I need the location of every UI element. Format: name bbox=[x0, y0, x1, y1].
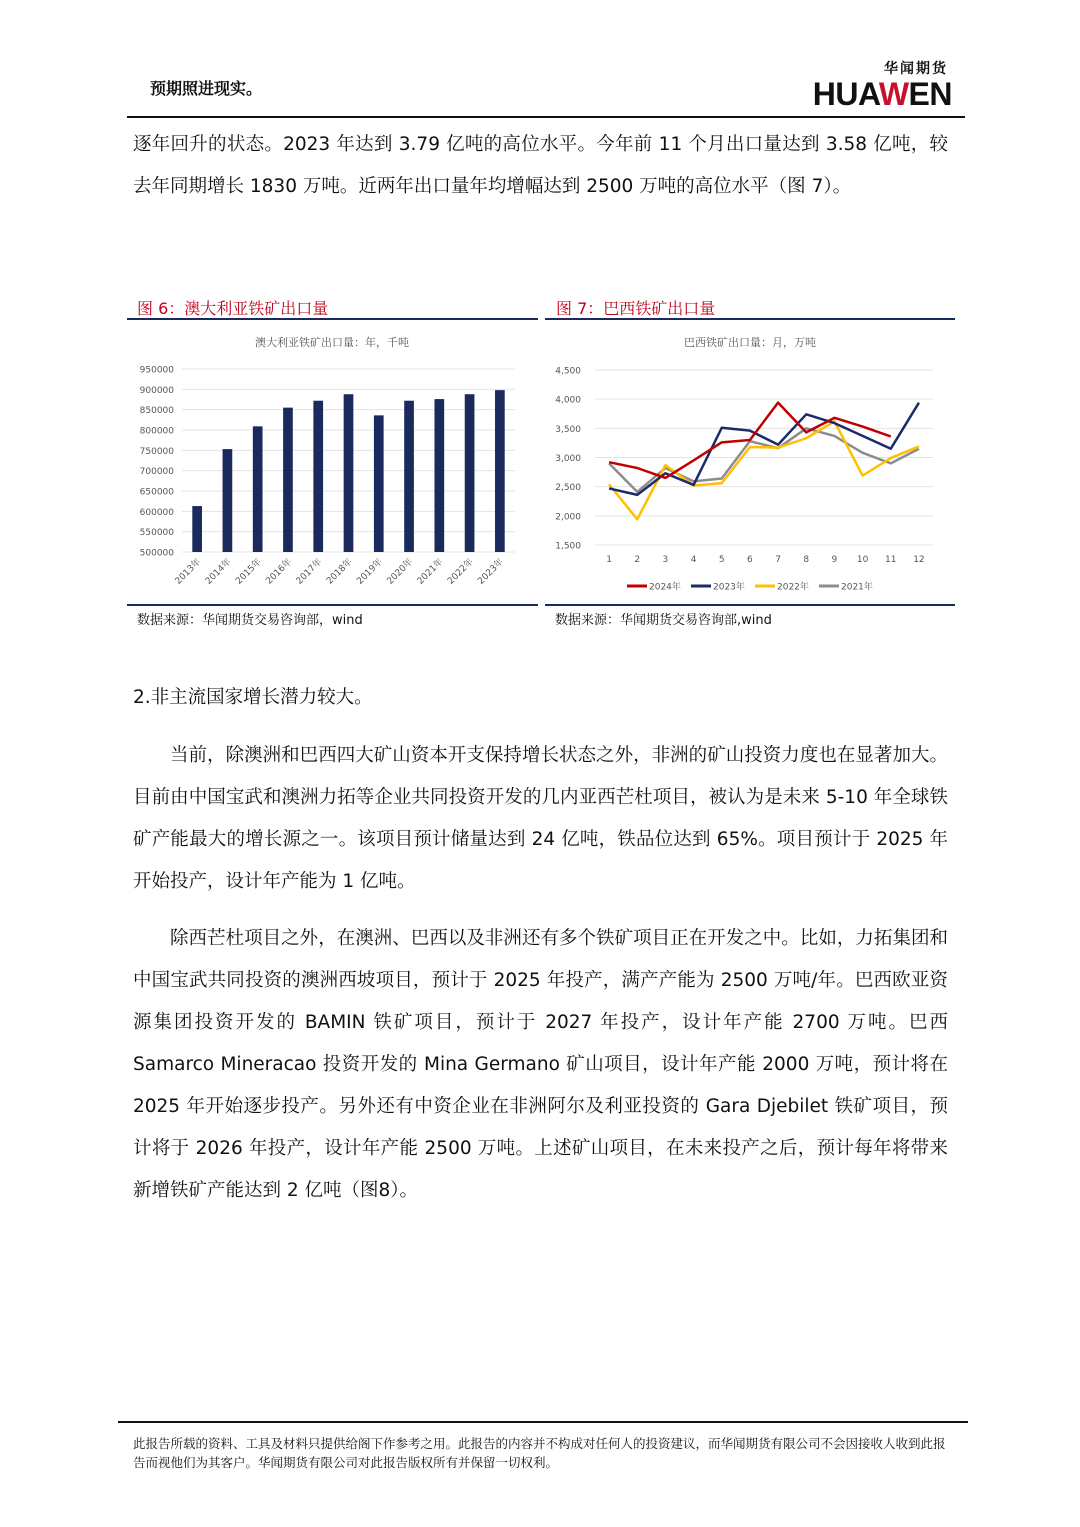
legend-label: 2024年 bbox=[649, 582, 681, 593]
footer-divider bbox=[118, 1421, 968, 1423]
y-tick-label: 3,500 bbox=[555, 424, 581, 435]
figure-7-bottom-rule bbox=[545, 604, 955, 606]
bar bbox=[283, 408, 293, 552]
figure-7-source: 数据来源：华闻期货交易咨询部,wind bbox=[555, 613, 772, 628]
y-tick-label: 650000 bbox=[139, 487, 174, 498]
x-tick-label: 11 bbox=[885, 555, 897, 565]
x-tick-label: 2 bbox=[634, 555, 641, 565]
x-tick-label: 2016年 bbox=[264, 557, 295, 587]
y-tick-label: 2,500 bbox=[555, 483, 581, 494]
x-tick-label: 8 bbox=[803, 555, 810, 565]
chart-6-x-ticks bbox=[172, 556, 506, 587]
x-tick-label: 2015年 bbox=[234, 557, 264, 587]
body-paragraph-1: 当前，除澳洲和巴西四大矿山资本开支保持增长状态之外，非洲的矿山投资力度也在显著加大。目前由中国宝武和澳洲力拓等企业共同投资开发的几内亚西芒杜项目，被认为是未来 5-10 年全球铁矿产能最大的增长源之一。该项目预计储量达到 24 亿吨，铁品位达到 65%。项目预计于 2025 年开始投产，设计年产能为 1 亿吨。 bbox=[133, 745, 948, 892]
huawen-logo bbox=[780, 58, 952, 112]
x-tick-label: 2019年 bbox=[355, 557, 385, 587]
x-tick-label: 1 bbox=[606, 555, 612, 565]
bar bbox=[313, 401, 323, 552]
header-tagline: 预期照进现实。 bbox=[150, 79, 263, 98]
chart-7-x-ticks bbox=[606, 555, 924, 565]
figure-6-source: 数据来源：华闻期货交易咨询部，wind bbox=[137, 613, 363, 628]
y-tick-label: 4,500 bbox=[555, 366, 581, 377]
figure-6-bottom-rule bbox=[127, 604, 538, 606]
series-line-2024年 bbox=[609, 403, 891, 478]
series-line-2023年 bbox=[609, 403, 919, 495]
x-tick-label: 9 bbox=[831, 555, 838, 565]
chart-7-series-lines bbox=[609, 403, 919, 520]
figure-7-title: 图 7：巴西铁矿出口量 bbox=[556, 299, 716, 318]
bar bbox=[465, 394, 475, 552]
chart-7-y-ticks bbox=[555, 367, 581, 552]
body-paragraph-top: 逐年回升的状态。2023 年达到 3.79 亿吨的高位水平。今年前 11 个月出口量达到 3.58 亿吨，较去年同期增长 1830 万吨。近两年出口量年均增幅达到 2500 万吨的高位水平（图 7）。 bbox=[133, 134, 948, 197]
logo-en-part1: HUA bbox=[812, 76, 879, 112]
y-tick-label: 550000 bbox=[139, 528, 174, 539]
legend-label: 2021年 bbox=[841, 582, 873, 593]
chart-6-title: 澳大利亚铁矿出口量：年，千吨 bbox=[255, 336, 409, 349]
x-tick-label: 2023年 bbox=[476, 557, 506, 587]
bar bbox=[374, 415, 384, 552]
y-tick-label: 3,000 bbox=[555, 454, 581, 464]
y-tick-label: 900000 bbox=[139, 385, 174, 396]
logo-en-text bbox=[813, 76, 952, 113]
y-tick-label: 600000 bbox=[139, 507, 174, 518]
bar bbox=[404, 401, 414, 552]
bar bbox=[223, 449, 233, 552]
chart-6-y-ticks bbox=[140, 366, 175, 559]
x-tick-label: 2014年 bbox=[203, 557, 234, 587]
bar bbox=[344, 394, 354, 552]
header-divider bbox=[127, 116, 965, 118]
legend-item bbox=[819, 581, 873, 593]
x-tick-label: 2021年 bbox=[415, 557, 446, 587]
legend-item bbox=[755, 581, 809, 593]
section-heading-2: 2.非主流国家增长潜力较大。 bbox=[133, 687, 373, 708]
bar bbox=[253, 426, 263, 552]
bar bbox=[434, 399, 444, 552]
legend-label: 2022年 bbox=[777, 582, 809, 593]
x-tick-label: 3 bbox=[662, 555, 669, 565]
series-line-2022年 bbox=[609, 421, 919, 519]
chart-7-gridlines bbox=[595, 370, 933, 545]
x-tick-label: 7 bbox=[775, 555, 781, 565]
logo-cn-text: 华闻期货 bbox=[884, 61, 948, 77]
y-tick-label: 750000 bbox=[139, 446, 174, 457]
x-tick-label: 10 bbox=[856, 555, 869, 565]
y-tick-label: 800000 bbox=[139, 426, 174, 437]
x-tick-label: 6 bbox=[747, 555, 753, 565]
chart-australia-exports bbox=[127, 322, 538, 604]
chart-7-title: 巴西铁矿出口量：月，万吨 bbox=[684, 336, 816, 349]
bar bbox=[495, 390, 505, 552]
figure-7-top-rule bbox=[545, 318, 955, 320]
logo-en-part3: EN bbox=[908, 76, 952, 112]
chart-7-legend bbox=[627, 581, 873, 593]
x-tick-label: 2022年 bbox=[446, 557, 476, 587]
y-tick-label: 700000 bbox=[139, 467, 174, 478]
chart-brazil-exports bbox=[545, 322, 955, 604]
footer-disclaimer: 此报告所载的资料、工具及材料只提供给阁下作参考之用。此报告的内容并不构成对任何人的投资建议，而华闻期货有限公司不会因接收人收到此报告而视他们为其客户。华闻期货有限公司对此报告版权所有并保留一切权利。 bbox=[133, 1436, 946, 1470]
y-tick-label: 4,000 bbox=[555, 395, 581, 406]
x-tick-label: 2018年 bbox=[324, 557, 355, 587]
figure-6-top-rule bbox=[127, 318, 538, 320]
y-tick-label: 2,000 bbox=[555, 512, 581, 523]
legend-label: 2023年 bbox=[713, 582, 745, 593]
figure-6-title: 图 6：澳大利亚铁矿出口量 bbox=[137, 299, 329, 318]
x-tick-label: 2013年 bbox=[173, 557, 204, 587]
legend-item bbox=[691, 581, 745, 593]
x-tick-label: 5 bbox=[718, 555, 725, 565]
x-tick-label: 12 bbox=[913, 555, 925, 565]
body-paragraph-2: 除西芒杜项目之外，在澳洲、巴西以及非洲还有多个铁矿项目正在开发之中。比如，力拓集团和中国宝武共同投资的澳洲西坡项目，预计于 2025 年投产，满产产能为 2500 万吨/年。巴西欧亚资源集团投资开发的 BAMIN 铁矿项目，预计于 2027 年投产，设计年产能 2700 万吨。巴西 Samarco Mineracao 投资开发的 Mina Germano 矿山项目，设计年产能 2000 万吨，预计将在 2025 年开始逐步投产。另外还有中资企业在非洲阿尔及利亚投资的 Gara Djebilet 铁矿项目，预计将于 2026 年投产，设计年产能 2500 万吨。上述矿山项目，在未来投产之后，预计每年将带来新增铁矿产能达到 2 亿吨（图8）。 bbox=[133, 928, 948, 1201]
bar bbox=[192, 506, 202, 552]
legend-item bbox=[627, 581, 681, 593]
x-tick-label: 4 bbox=[690, 555, 697, 565]
x-tick-label: 2017年 bbox=[294, 557, 325, 587]
y-tick-label: 950000 bbox=[139, 365, 174, 376]
x-tick-label: 2020年 bbox=[385, 557, 416, 587]
y-tick-label: 500000 bbox=[139, 548, 174, 559]
y-tick-label: 850000 bbox=[139, 406, 174, 417]
logo-en-part2: W bbox=[878, 76, 909, 112]
y-tick-label: 1,500 bbox=[555, 541, 581, 552]
